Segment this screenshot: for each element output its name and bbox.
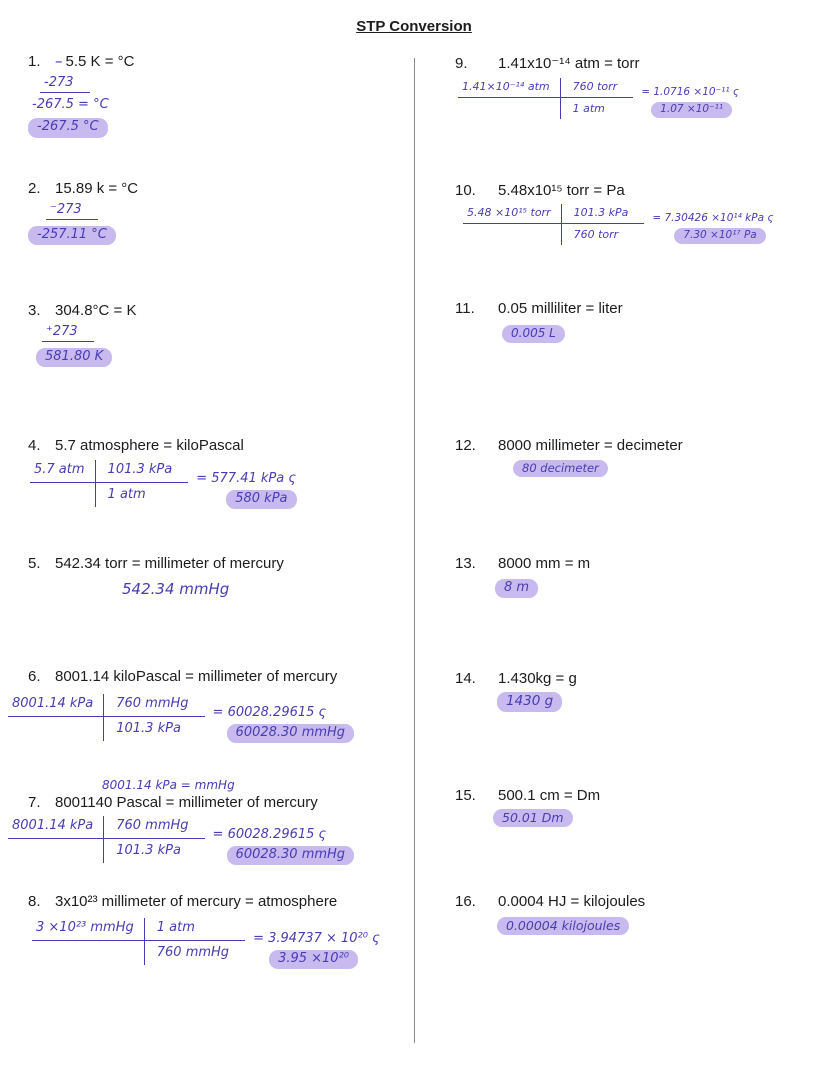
subtraction-work xyxy=(46,200,138,220)
highlighted-answer: 80 decimeter xyxy=(513,460,608,477)
given-quantity: 3 ×10²³ mmHg xyxy=(32,918,144,941)
problem-7 xyxy=(12,778,354,865)
question-printed: 1.430kg = g xyxy=(498,670,577,687)
conversion-numerator: 760 mmHg xyxy=(103,816,204,839)
question-printed: 15.89 k = °C xyxy=(55,180,139,197)
conversion-numerator: 760 torr xyxy=(560,78,634,98)
highlighted-answer: 60028.30 mmHg xyxy=(227,724,355,743)
highlighted-answer: -257.11 °C xyxy=(28,226,116,245)
problem-16 xyxy=(455,893,645,936)
question-line xyxy=(28,437,297,456)
question-printed: 0.05 milliliter = liter xyxy=(498,300,623,317)
dimensional-analysis-work xyxy=(32,918,380,970)
question-line xyxy=(455,787,600,806)
given-quantity: 8001.14 kPa xyxy=(8,694,103,717)
problem-1 xyxy=(28,52,134,138)
problem-number: 1. xyxy=(28,53,41,70)
page-title: STP Conversion xyxy=(356,18,472,35)
problem-number: 13. xyxy=(455,555,476,572)
addition-work xyxy=(42,322,136,342)
question-printed: 8001.14 kiloPascal = millimeter of mercury xyxy=(55,668,338,685)
question-printed: 542.34 torr = millimeter of mercury xyxy=(55,555,284,572)
question-printed: 0.0004 HJ = kilojoules xyxy=(498,893,646,910)
result-column xyxy=(253,931,380,970)
answer-row xyxy=(36,347,136,367)
handwritten-addend: ⁺273 xyxy=(42,324,94,342)
column-divider-line xyxy=(414,58,415,1043)
problem-number: 6. xyxy=(28,668,41,685)
answer-row xyxy=(28,117,134,137)
answer-row xyxy=(495,578,590,598)
empty-cell xyxy=(8,839,103,863)
result-column xyxy=(641,86,739,118)
problem-5 xyxy=(28,555,284,599)
question-line xyxy=(455,555,590,574)
dimensional-analysis-grid xyxy=(458,78,633,119)
dimensional-analysis-grid xyxy=(8,694,205,741)
highlighted-answer: 7.30 ×10¹⁷ Pa xyxy=(674,228,765,244)
problem-number: 10. xyxy=(455,182,476,199)
question-line xyxy=(455,55,739,74)
question-printed: 8000 millimeter = decimeter xyxy=(498,437,683,454)
problem-10 xyxy=(455,182,774,245)
problem-number: 7. xyxy=(28,794,41,811)
conversion-numerator: 101.3 kPa xyxy=(561,204,645,224)
question-line xyxy=(455,670,577,689)
result-column xyxy=(652,212,773,244)
question-printed: 5.5 K = °C xyxy=(65,53,135,70)
conversion-denominator: 101.3 kPa xyxy=(103,717,204,741)
answer-row xyxy=(493,809,600,828)
empty-cell xyxy=(8,717,103,741)
problem-number: 9. xyxy=(455,55,468,72)
highlighted-answer: 1430 g xyxy=(497,692,562,712)
dimensional-analysis-grid xyxy=(8,816,205,863)
question-line xyxy=(28,180,138,199)
handwritten-result: = 60028.29615 ς xyxy=(212,826,327,842)
result-column xyxy=(196,471,296,510)
handwritten-result: = 3.94737 × 10²⁰ ς xyxy=(253,930,380,946)
question-printed: 500.1 cm = Dm xyxy=(498,787,601,804)
question-line xyxy=(28,52,134,72)
problem-number: 5. xyxy=(28,555,41,572)
highlighted-answer: 50.01 Dm xyxy=(493,809,573,828)
problem-number: 16. xyxy=(455,893,476,910)
conversion-denominator: 1 atm xyxy=(560,98,634,119)
dimensional-analysis-grid xyxy=(463,204,644,245)
handwritten-result: = 577.41 kPa ς xyxy=(196,470,296,486)
highlighted-answer: 580 kPa xyxy=(226,490,296,509)
question-text xyxy=(55,52,134,72)
dimensional-analysis-work xyxy=(8,816,354,866)
highlighted-answer: 581.80 K xyxy=(36,348,112,367)
handwritten-intermediate: -267.5 = °C xyxy=(32,97,109,112)
answer-row xyxy=(513,459,683,478)
dimensional-analysis-work xyxy=(8,694,354,744)
problem-12 xyxy=(455,437,683,478)
highlighted-answer: 0.00004 kilojoules xyxy=(497,917,629,936)
problem-11 xyxy=(455,300,623,343)
problem-8 xyxy=(28,893,380,969)
handwritten-result: = 1.0716 ×10⁻¹¹ ς xyxy=(641,85,740,98)
empty-cell xyxy=(32,941,144,965)
question-line xyxy=(455,437,683,456)
conversion-denominator: 1 atm xyxy=(95,483,189,507)
problem-2 xyxy=(28,180,138,245)
problem-number: 3. xyxy=(28,302,41,319)
question-printed: 5.48x10¹⁵ torr = Pa xyxy=(498,182,625,199)
handwritten-note: 8001.14 kPa = mmHg xyxy=(102,778,235,792)
handwritten-result: = 7.30426 ×10¹⁴ kPa ς xyxy=(652,211,774,224)
problem-number: 11. xyxy=(455,300,475,317)
highlighted-answer: 60028.30 mmHg xyxy=(227,846,355,865)
conversion-denominator: 760 torr xyxy=(561,224,645,245)
question-printed: 8000 mm = m xyxy=(498,555,591,572)
handwritten-answer: 542.34 mmHg xyxy=(122,579,230,598)
empty-cell xyxy=(30,483,95,507)
problem-4 xyxy=(28,437,297,509)
problem-13 xyxy=(455,555,590,598)
conversion-denominator: 101.3 kPa xyxy=(103,839,204,863)
problem-number: 2. xyxy=(28,180,41,197)
question-line xyxy=(28,668,354,687)
empty-cell xyxy=(458,98,560,119)
problem-number: 12. xyxy=(455,437,476,454)
problem-number: 4. xyxy=(28,437,41,454)
dimensional-analysis-grid xyxy=(32,918,245,965)
answer-row xyxy=(497,917,645,936)
conversion-numerator: 101.3 kPa xyxy=(95,460,189,483)
question-line xyxy=(455,893,645,912)
handwritten-minus-annotation: – xyxy=(55,52,63,70)
handwritten-subtrahend: ⁻273 xyxy=(46,202,98,220)
highlighted-answer: 0.005 L xyxy=(502,325,565,343)
problem-number: 14. xyxy=(455,670,476,687)
question-printed: 304.8°C = K xyxy=(55,302,137,319)
highlighted-answer: 3.95 ×10²⁰ xyxy=(269,950,358,969)
question-printed: 1.41x10⁻¹⁴ atm = torr xyxy=(498,55,640,72)
handwritten-subtrahend: -273 xyxy=(40,75,90,93)
dimensional-analysis-work xyxy=(463,204,774,245)
question-line xyxy=(455,300,623,319)
problem-number: 8. xyxy=(28,893,41,910)
highlighted-answer: 1.07 ×10⁻¹¹ xyxy=(651,102,732,118)
conversion-denominator: 760 mmHg xyxy=(144,941,245,965)
answer-row xyxy=(497,692,577,712)
dimensional-analysis-work xyxy=(458,78,739,119)
result-column xyxy=(213,705,355,744)
given-quantity: 5.48 ×10¹⁵ torr xyxy=(463,204,561,224)
given-quantity: 1.41×10⁻¹⁴ atm xyxy=(458,78,560,98)
problem-6 xyxy=(12,668,354,743)
question-line xyxy=(28,893,380,912)
problem-3 xyxy=(28,302,136,367)
question-line xyxy=(28,555,284,574)
dimensional-analysis-work xyxy=(30,460,297,510)
conversion-numerator: 760 mmHg xyxy=(103,694,204,717)
question-line xyxy=(28,794,354,813)
highlighted-answer: 8 m xyxy=(495,579,538,598)
result-column xyxy=(213,827,355,866)
question-line xyxy=(455,182,774,201)
question-printed: 3x10²³ millimeter of mercury = atmosphere xyxy=(55,893,338,910)
problem-number: 15. xyxy=(455,787,476,804)
problem-15 xyxy=(455,787,600,828)
conversion-numerator: 1 atm xyxy=(144,918,245,941)
empty-cell xyxy=(463,224,561,245)
dimensional-analysis-grid xyxy=(30,460,188,507)
answer-row xyxy=(28,225,138,245)
question-printed: 8001140 Pascal = millimeter of mercury xyxy=(55,794,318,811)
problem-9 xyxy=(455,55,739,119)
subtraction-work xyxy=(40,73,134,93)
handwritten-result: = 60028.29615 ς xyxy=(212,704,327,720)
highlighted-answer: -267.5 °C xyxy=(28,118,108,137)
given-quantity: 5.7 atm xyxy=(30,460,95,483)
problem-14 xyxy=(455,670,577,712)
question-line xyxy=(28,302,136,321)
given-quantity: 8001.14 kPa xyxy=(8,816,103,839)
question-printed: 5.7 atmosphere = kiloPascal xyxy=(55,437,244,454)
answer-row xyxy=(502,324,623,343)
